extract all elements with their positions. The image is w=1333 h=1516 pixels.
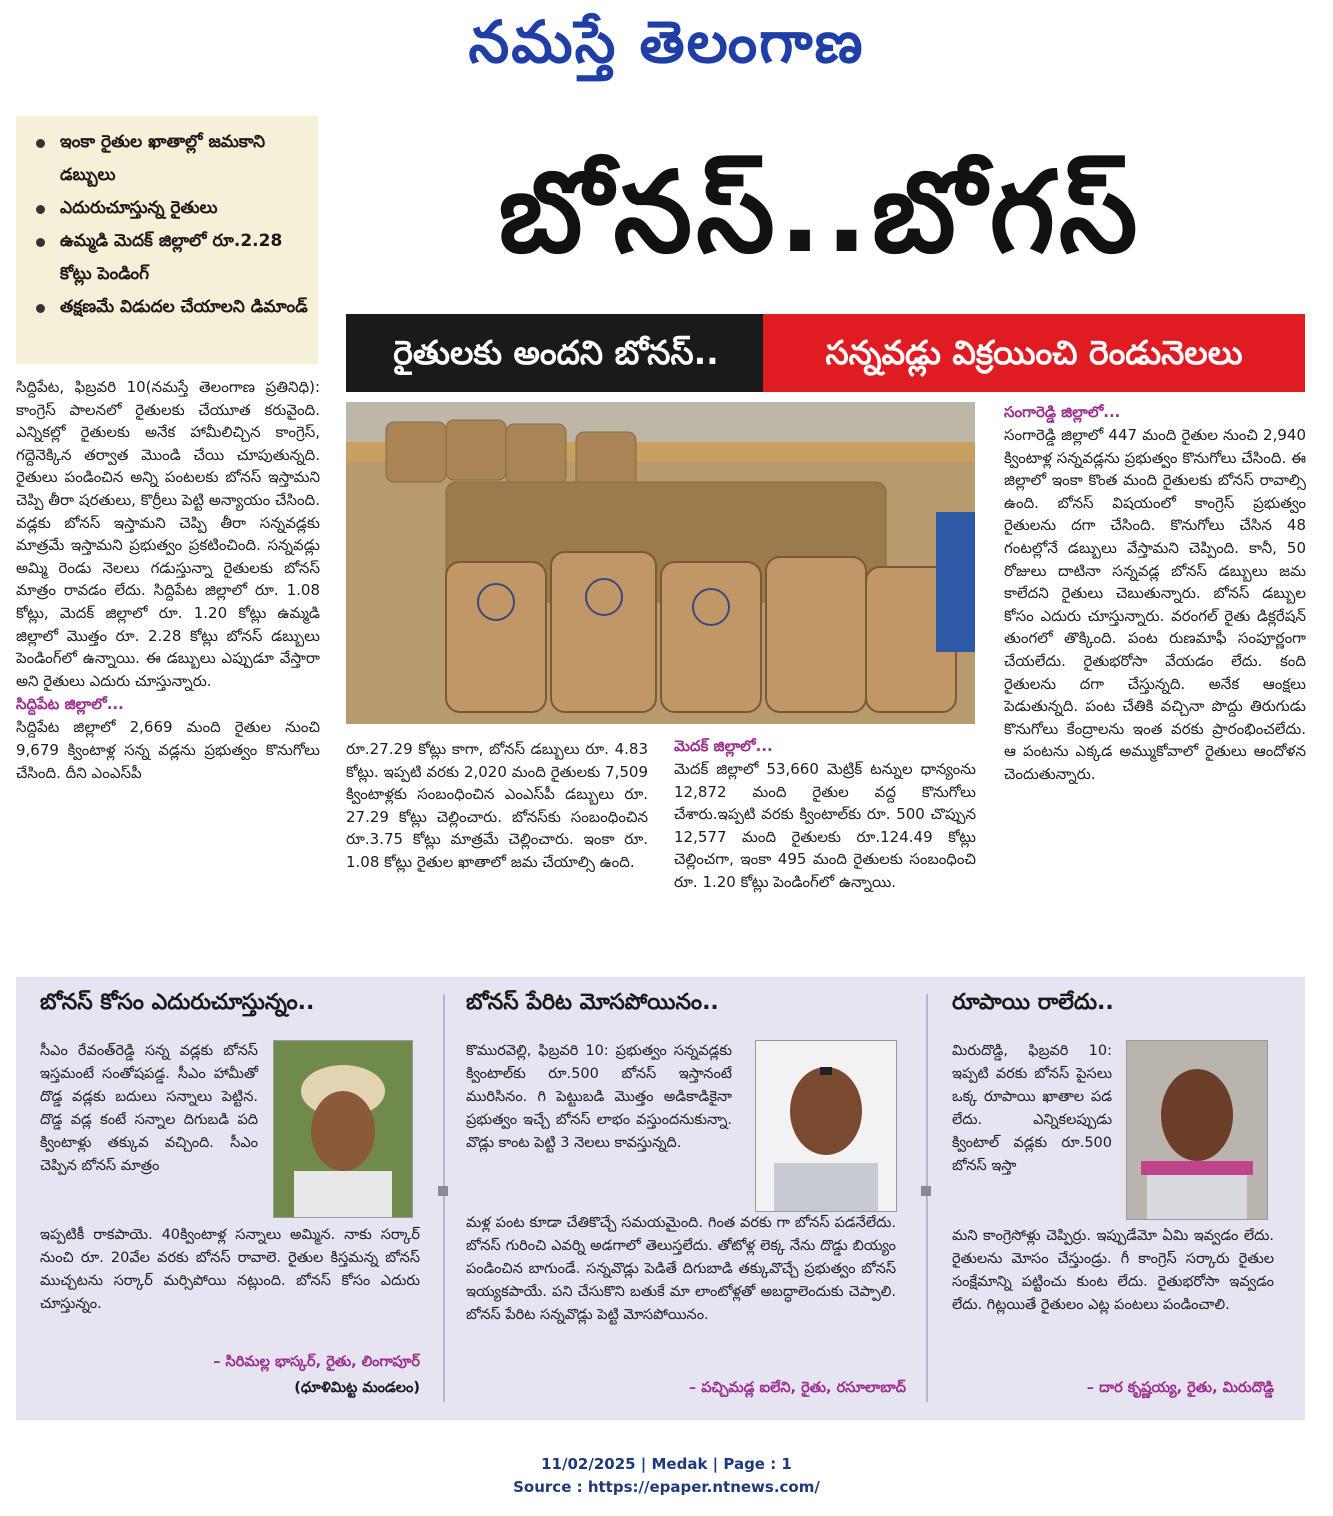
farmer-portrait-1 (273, 1040, 413, 1218)
quote-text-1a: సీఎం రేవంత్‌రెడ్డి సన్న వడ్లకు బోనస్ ఇస్తమంటే సంతోషపడ్డ. సీఎం హామీతో దొడ్డ వడ్లకు బదులు సన్నాలు పెట్టిన. దొడ్డ వడ్ల కంటే సన్నాల దిగుబడి పది క్వింటాళ్లు తక్కువ వచ్చింది. సీఎం చెప్పిన బోనస్ మాత్రం (40, 1043, 258, 1174)
panel-divider (443, 994, 445, 1402)
footer-edition-line: 11/02/2025 | Medak | Page : 1 (541, 1455, 792, 1473)
panel-divider (926, 994, 928, 1402)
article-body: సంగారెడ్డి జిల్లాలో 447 మంది రైతుల నుంచి 2,940 క్వింటాళ్ల సన్నవడ్లను ప్రభుత్వం కొనుగోలు చేసింది. ఈ జిల్లాలో ఇంకా కొంత మంది రైతులకు బోనస్ రావాల్సి ఉంది. బోనస్ విషయంలో కాంగ్రెస్ ప్రభుత్వం రైతులను దగా చేసింది. కొనుగోలు చేసిన 48 గంటల్లోనే డబ్బులు వేస్తామని చెప్పింది. కానీ, 50 రోజులు దాటినా సన్నవడ్ల బోనస్ డబ్బులు జమ కాలేదని రైతులు చెబుతున్నారు. బోనస్ డబ్బుల కోసం ఎదురు చూస్తున్నారు. వరంగల్ రైతు డిక్లరేషన్ తుంగలో తొక్కింది. పంట రుణమాఫీ సంపూర్ణంగా చేయలేదు. రైతుభరోసా వేయడం లేదు. కంది రైతులను దగా చేస్తున్నది. అనేక ఆంక్షలు పెడుతున్నది. పంట చేతికి వచ్చినా పొద్దు తిరుగుడు కొనుగోలు కేంద్రాలను ఇంత వరకు ప్రారంభించలేదు. ఆ పంటను ఎక్కడ అమ్ముకోవాలో రైతులు ఆందోళన చెందుతున్నారు. (1004, 426, 1306, 783)
article-column-2 (346, 738, 648, 874)
portrait-illustration (1127, 1041, 1267, 1219)
strap-left: రైతులకు అందని బోనస్.. (346, 314, 766, 392)
paddy-bags-illustration (346, 402, 975, 724)
article-column-4 (1004, 400, 1306, 786)
quote-text-1b: ఇప్పటికీ రాకపాయె. 40క్వింటాళ్ల సన్నాలు అమ్మిన. నాకు సర్కార్ నుంచి రూ. 20వేల వరకు బోనస్ రావాలె. రైతుల కిస్తమన్న బోనస్ ముచ్చటను సర్కార్ మర్సిపోయి నట్లుంది. బోనస్ కోసం ఎదురు చూస్తున్నం. (40, 1227, 420, 1312)
quote-title-1: బోనస్ కోసం ఎదురుచూస్తున్నం.. (40, 990, 315, 1015)
masthead-logo: నమస్తే తెలంగాణ (468, 8, 865, 76)
quote-title-2: బోనస్ పేరిట మోసపోయినం.. (466, 990, 719, 1015)
highlight-item: తక్షణమే విడుదల చేయాలని డిమాండ్ (26, 291, 310, 324)
highlights-box (16, 116, 318, 364)
article-column-3 (674, 734, 976, 894)
strap-right: సన్నవడ్లు విక్రయించి రెండునెలలు (763, 314, 1305, 392)
quote-credit-2: – పచ్చిమడ్ల ఐలేని, రైతు, రసూలాబాద్ (688, 1380, 906, 1396)
quote-credit-3: – దార కృష్ణయ్య, రైతు, మిరుదొడ్డి (1086, 1380, 1274, 1396)
quote-text-2b: మళ్ల పంట కూడా చేతికొచ్చే సమయమైంది. గింత వరకు గా బోనస్ పడనేలేదు. బోనస్ గురించి ఎవర్ని అడగాలో తెలుస్తలేదు. తోటోళ్ల లెక్క నేను దొడ్డు బియ్యం పండించిన బాగుండే. సన్నవొడ్లు పెడితే దిగుబాడి తక్కువొచ్చే ప్రభుత్వం బోనస్ ఇయ్యకపాయే. పని చేసుకొని బతుకే మా లాంటోళ్లతో అబద్ధాలెందుకు చెప్పాలి. బోనస్ పేరిట సన్నవొడ్లు పెట్టి మోసపోయినం. (466, 1215, 896, 1323)
quote-text-3b: మని కాంగ్రెసోళ్లు చెప్పిర్రు. ఇప్పుడేమో ఏమి ఇవ్వడం లేదు. రైతులను మోసం చేస్తుండ్రు. గీ కాంగ్రెస్ సర్కారు రైతుల సంక్షేమాన్ని పట్టించు కుంట లేదు. రైతుభరోసా ఇవ్వడం లేదు. గిట్లయితే రైతులం ఎట్ల పంటలు పండించాలి. (952, 1228, 1274, 1313)
divider-square (921, 1186, 931, 1196)
highlight-item: ఉమ్మడి మెదక్ జిల్లాలో రూ.2.28 కోట్లు పెండింగ్ (26, 225, 310, 291)
article-body: రూ.27.29 కోట్లు కాగా, బోనస్ డబ్బులు రూ. 4.83 కోట్లు. ఇప్పటి వరకు 2,020 మంది రైతులకు 7,509 క్వింటాళ్లకు సంబంధించిన ఎంఎస్‌పీ డబ్బులు రూ. 27.29 కోట్లు చెల్లించారు. బోనస్‌కు సంబంధించిన రూ.3.75 కోట్లు మాత్రమే చెల్లించారు. ఇంకా రూ. 1.08 కోట్లు రైతుల ఖాతాలో జమ చేయాల్సి ఉంది. (346, 740, 648, 871)
paddy-bags-photo (346, 402, 975, 724)
quote-text-2a: కొమురవెల్లి, ఫిబ్రవరి 10: ప్రభుత్వం సన్నవడ్లకు క్వింటాల్‌కు రూ.500 బోనస్ ఇస్తానంటే మురిసినం. గి పెట్టుబడి మొత్తం అడికాడికైనా ప్రభుత్వం ఇచ్చే బోనస్ లాభం వస్తుందనుకున్నా. వొడ్లు కాంట పెట్టి 3 నెలలు కావస్తున్నది. (466, 1043, 732, 1151)
footer-source-link[interactable]: Source : https://epaper.ntnews.com/ (513, 1478, 820, 1496)
headline: బోనస్..బోగస్ (498, 148, 1142, 278)
article-body: మెదక్ జిల్లాలో 53,660 మెట్రిక్ టన్నుల ధాన్యంను 12,872 మంది రైతుల వద్ద కొనుగోలు చేశారు.ఇప్పటి వరకు క్వింటాల్‌కు రూ. 500 చొప్పున 12,577 మంది రైతులకు రూ.124.49 కోట్లు చెల్లించగా, ఇంకా 495 మంది రైతులకు సంబంధించి రూ. 1.20 కోట్లు పెండింగ్‌లో ఉన్నాయి. (674, 760, 976, 891)
farmer-portrait-2 (755, 1040, 897, 1212)
article-body: సిద్దిపేట, ఫిబ్రవరి 10(నమస్తే తెలంగాణ ప్రతినిధి): కాంగ్రెస్ పాలనలో రైతులకు చేయూత కరువైంది. ఎన్నికల్లో రైతులకు అనేక హామీలిచ్చిన కాంగ్రెస్, గద్దెనెక్కిన తర్వాత మొండి చేయి చూపుతున్నది. రైతులు పండించిన అన్ని పంటలకు బోనస్ ఇస్తామని చెప్పి తీరా షరతులు, కొర్రీలు పెట్టి అన్యాయం చేసింది. వడ్లకు బోనస్ ఇస్తామని చెప్పి తీరా సన్నవడ్లకు మాత్రమే ఇస్తామని ప్రభుత్వం ప్రకటించింది. సన్నవడ్లు అమ్మి రెండు నెలలు గడుస్తున్నా రైతులకు బోనస్ మాత్రం రావడం లేదు. సిద్దిపేట జిల్లాలో రూ. 1.08 కోట్లు, మెదక్ జిల్లాలో రూ. 1.20 కోట్లు ఉమ్మడి జిల్లాలో మొత్తం రూ. 2.28 కోట్లు బోనస్ డబ్బులు పెండింగ్‌లో ఉన్నాయి. ఈ డబ్బులు ఎప్పుడూ వేస్తారా అని రైతులు ఎదురు చూస్తున్నారు. (16, 378, 320, 690)
quote-title-3: రూపాయి రాలేదు.. (952, 990, 1114, 1015)
portrait-illustration (274, 1041, 412, 1217)
divider-square (438, 1186, 448, 1196)
highlight-item: ఇంకా రైతుల ఖాతాల్లో జమకాని డబ్బులు (26, 126, 310, 192)
portrait-illustration (756, 1041, 896, 1211)
highlight-item: ఎదురుచూస్తున్న రైతులు (26, 192, 310, 225)
article-body: సిద్దిపేట జిల్లాలో 2,669 మంది రైతుల నుంచి 9,679 క్వింటాళ్ల సన్న వడ్లను ప్రభుత్వం కొనుగోలు చేసింది. దీని ఎంఎస్‌పీ (16, 718, 320, 782)
farmer-portrait-3 (1126, 1040, 1268, 1220)
quote-credit-1: – సిరిమల్ల భాస్కర్, రైతు, లింగాపూర్ (213, 1354, 420, 1370)
subhead-medak: మెదక్ జిల్లాలో... (674, 737, 773, 755)
quote-credit-1-mandal: (ధూళిమిట్ట మండలం) (294, 1380, 420, 1396)
subhead-sangareddy: సంగారెడ్డి జిల్లాలో... (1004, 403, 1121, 421)
quote-text-3a: మిరుదొడ్డి, ఫిబ్రవరి 10: ఇప్పటి వరకు బోనస్ పైసలు ఒక్క రూపాయి ఖాతాల పడ లేదు. ఎన్నికలప్పుడు క్వింటాల్ వడ్లకు రూ.500 బోనస్ ఇస్తా (952, 1043, 1112, 1174)
subhead-siddipet: సిద్దిపేట జిల్లాలో... (16, 695, 124, 714)
article-column-1 (16, 376, 320, 784)
